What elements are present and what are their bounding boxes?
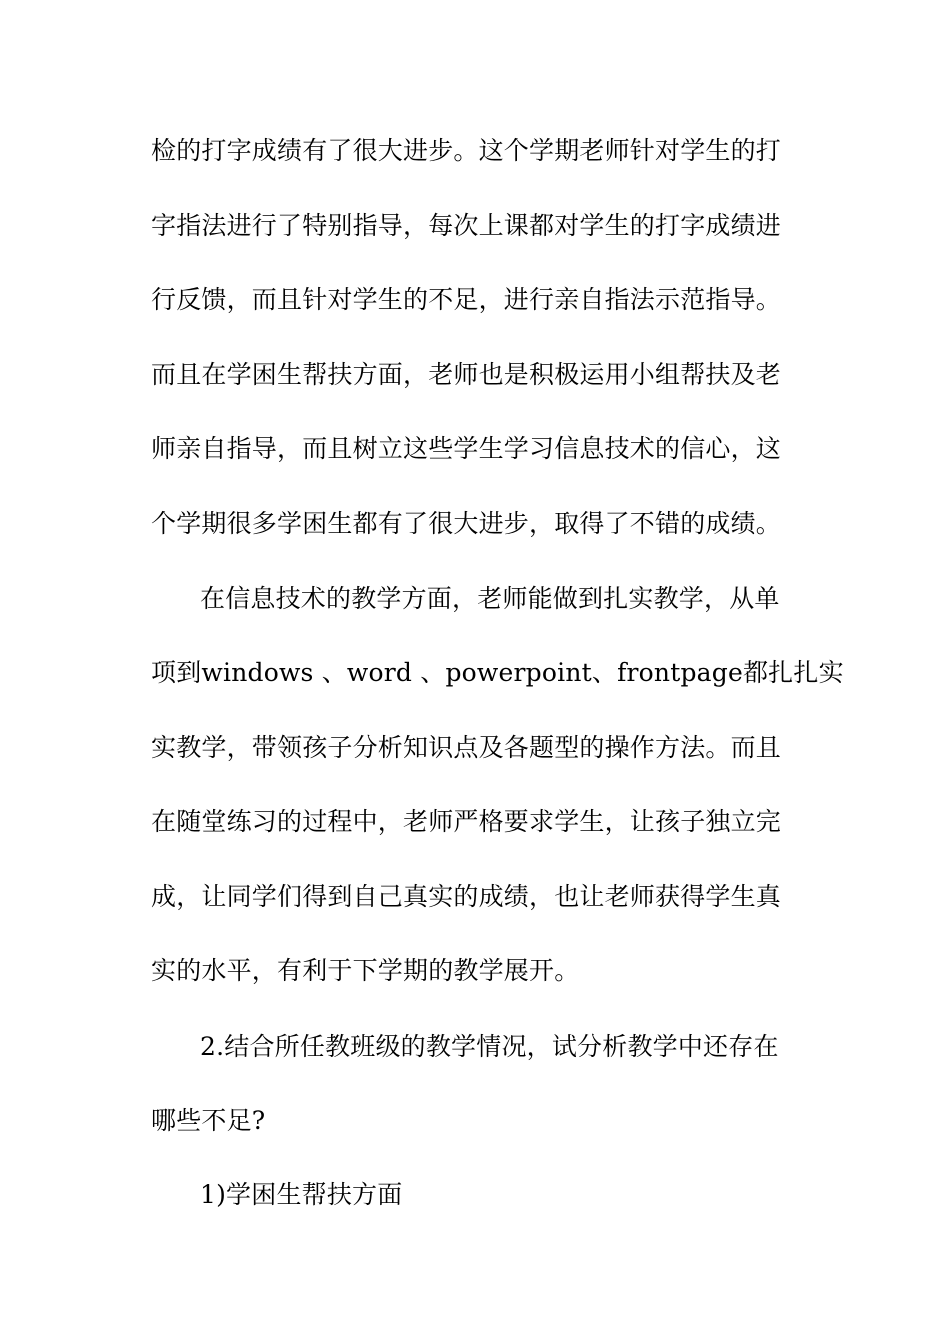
paragraph-line: 实的水平，有利于下学期的教学展开。 (151, 956, 580, 985)
paragraph-line: 在随堂练习的过程中，老师严格要求学生，让孩子独立完 (151, 807, 782, 836)
paragraph-line: 在信息技术的教学方面，老师能做到扎实教学，从单 (200, 584, 780, 613)
question-heading-line: 哪些不足? (151, 1106, 266, 1135)
paragraph-line: 实教学，带领孩子分析知识点及各题型的操作方法。而且 (151, 733, 782, 762)
paragraph-line: 字指法进行了特别指导，每次上课都对学生的打字成绩进 (151, 211, 782, 240)
paragraph-line: 行反馈，而且针对学生的不足，进行亲自指法示范指导。 (151, 285, 782, 314)
paragraph-line: 师亲自指导，而且树立这些学生学习信息技术的信心，这 (151, 434, 782, 463)
paragraph-line: 项到windows 、word 、powerpoint、frontpage都扎扎实 (151, 658, 844, 687)
paragraph-line: 个学期很多学困生都有了很大进步，取得了不错的成绩。 (151, 509, 782, 538)
paragraph-line: 检的打字成绩有了很大进步。这个学期老师针对学生的打 (151, 136, 782, 165)
subsection-heading: 1)学困生帮扶方面 (200, 1180, 403, 1209)
paragraph-line: 成，让同学们得到自己真实的成绩，也让老师获得学生真 (151, 882, 782, 911)
question-heading-line: 2.结合所任教班级的教学情况，试分析教学中还存在 (200, 1032, 779, 1061)
paragraph-line: 而且在学困生帮扶方面，老师也是积极运用小组帮扶及老 (151, 360, 782, 389)
